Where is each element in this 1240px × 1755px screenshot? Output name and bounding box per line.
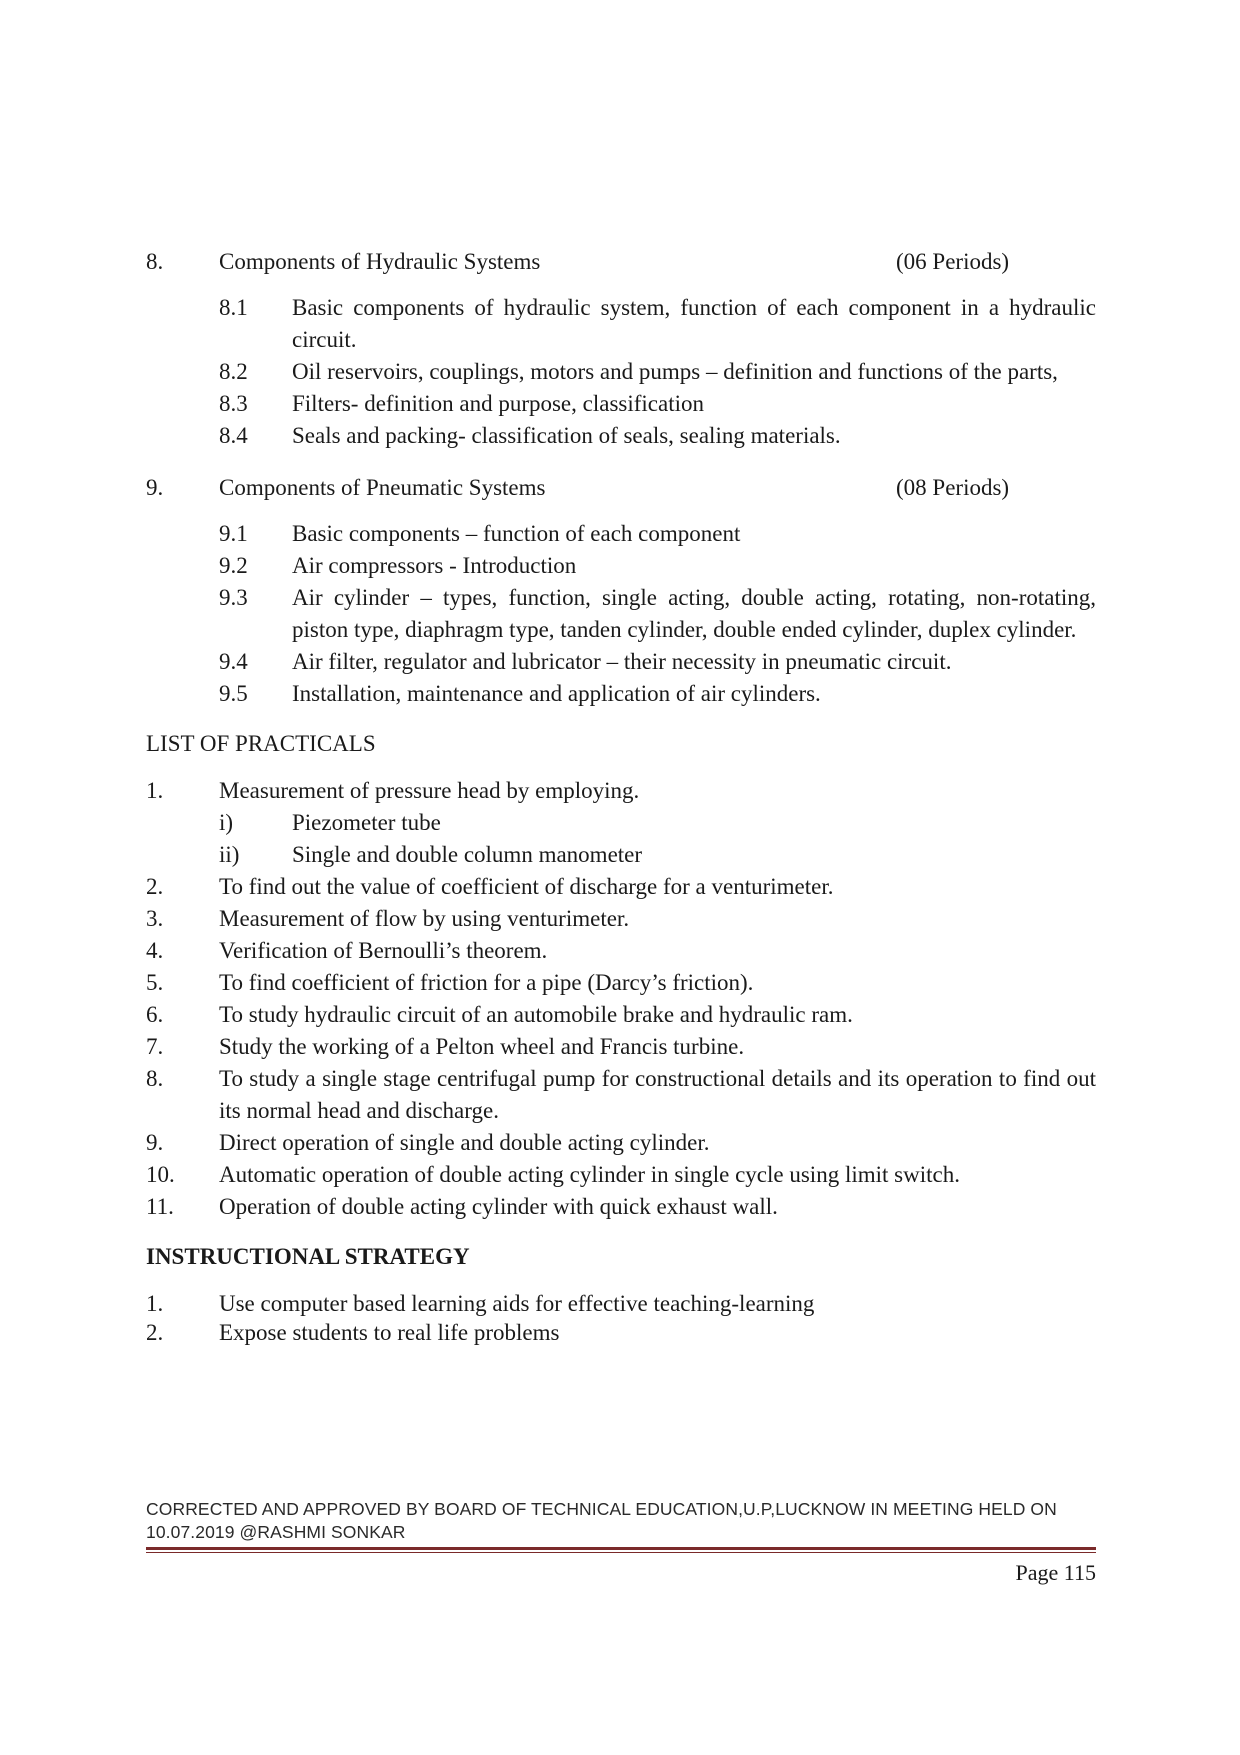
practical-text: Direct operation of single and double acting cylinder. xyxy=(219,1130,710,1155)
practicals-heading: LIST OF PRACTICALS xyxy=(146,731,376,756)
topic-number: 9.2 xyxy=(219,553,248,578)
topic-text: Filters- definition and purpose, classification xyxy=(292,391,704,416)
unit-periods: (06 Periods) xyxy=(896,249,1010,274)
topic-item xyxy=(219,292,1096,356)
unit-header xyxy=(146,246,1096,278)
practicals-list xyxy=(146,775,1096,1223)
topic-text: Seals and packing- classification of seals, sealing materials. xyxy=(292,423,841,448)
topic-item xyxy=(219,678,1096,710)
topic-item xyxy=(219,582,1096,646)
topic-text: Air compressors - Introduction xyxy=(292,553,577,578)
footer-rule-thick xyxy=(146,1547,1096,1550)
topic-item xyxy=(219,646,1096,678)
practical-text: Verification of Bernoulli’s theorem. xyxy=(219,938,548,963)
practical-item xyxy=(146,1063,1096,1127)
practical-text: Study the working of a Pelton wheel and Francis turbine. xyxy=(219,1034,745,1059)
footer-line-2: 10.07.2019 @RASHMI SONKAR xyxy=(146,1522,406,1542)
strategy-text: Use computer based learning aids for effective teaching-learning xyxy=(219,1291,815,1316)
practical-item xyxy=(146,999,1096,1031)
topic-number: 8.2 xyxy=(219,359,248,384)
practical-number: 3. xyxy=(146,906,164,931)
practical-number: 9. xyxy=(146,1130,164,1155)
topic-item xyxy=(219,420,1096,452)
unit-number: 9. xyxy=(146,475,164,500)
practical-item xyxy=(146,1127,1096,1159)
main-content xyxy=(146,246,1096,1346)
practical-number: 1. xyxy=(146,778,164,803)
practical-text: Operation of double acting cylinder with quick exhaust wall. xyxy=(219,1194,778,1219)
unit-title: Components of Pneumatic Systems xyxy=(219,475,546,500)
practical-number: 2. xyxy=(146,874,164,899)
unit-periods: (08 Periods) xyxy=(896,475,1010,500)
practical-text: To find coefficient of friction for a pipe (Darcy’s friction). xyxy=(219,970,754,995)
topic-list xyxy=(219,292,1096,452)
practical-text: Measurement of flow by using venturimeter. xyxy=(219,906,630,931)
topic-number: 8.1 xyxy=(219,295,248,320)
topic-item xyxy=(219,518,1096,550)
subitem-number: i) xyxy=(219,810,234,835)
unit-header xyxy=(146,472,1096,504)
practical-item xyxy=(146,1031,1096,1063)
practical-text: To find out the value of coefficient of discharge for a venturimeter. xyxy=(219,874,834,899)
strategy-text: Expose students to real life problems xyxy=(219,1320,560,1345)
topic-list xyxy=(219,518,1096,710)
unit-number: 8. xyxy=(146,249,164,274)
topic-text: Oil reservoirs, couplings, motors and pumps – definition and functions of the parts, xyxy=(292,359,1058,384)
topic-number: 9.3 xyxy=(219,585,248,610)
topic-item xyxy=(219,550,1096,582)
topic-text: Air filter, regulator and lubricator – their necessity in pneumatic circuit. xyxy=(292,649,952,674)
practical-subitem xyxy=(219,839,1096,871)
footer-line-1: CORRECTED AND APPROVED BY BOARD OF TECHNICAL EDUCATION,U.P,LUCKNOW IN MEETING HELD ON xyxy=(146,1499,1057,1519)
practical-number: 7. xyxy=(146,1034,164,1059)
practical-number: 6. xyxy=(146,1002,164,1027)
practical-number: 11. xyxy=(146,1194,174,1219)
topic-text: Basic components – function of each component xyxy=(292,521,741,546)
unit-title: Components of Hydraulic Systems xyxy=(219,249,541,274)
topic-text: Basic components of hydraulic system, function of each component in a hydraulic circuit. xyxy=(292,295,1096,352)
subitem-text: Piezometer tube xyxy=(292,810,441,835)
subitem-number: ii) xyxy=(219,842,240,867)
practical-text: To study hydraulic circuit of an automobile brake and hydraulic ram. xyxy=(219,1002,853,1027)
strategy-heading: INSTRUCTIONAL STRATEGY xyxy=(146,1244,470,1269)
topic-item xyxy=(219,356,1096,388)
topic-text: Installation, maintenance and application of air cylinders. xyxy=(292,681,821,706)
strategy-item xyxy=(146,1288,1096,1320)
practical-number: 5. xyxy=(146,970,164,995)
practical-item xyxy=(146,935,1096,967)
practical-item xyxy=(146,1191,1096,1223)
strategy-list xyxy=(146,1288,1096,1346)
practical-item xyxy=(146,967,1096,999)
page-number: Page 115 xyxy=(1015,1560,1096,1585)
practical-number: 8. xyxy=(146,1066,164,1091)
practical-item xyxy=(146,903,1096,935)
practical-text: To study a single stage centrifugal pump for constructional details and its operation to find out its normal head and discharge. xyxy=(219,1066,1096,1123)
practical-item xyxy=(146,871,1096,903)
topic-number: 9.4 xyxy=(219,649,248,674)
practical-text: Automatic operation of double acting cylinder in single cycle using limit switch. xyxy=(219,1162,960,1187)
practical-subitem xyxy=(219,807,1096,839)
topic-item xyxy=(219,388,1096,420)
topic-number: 8.4 xyxy=(219,423,248,448)
topic-text: Air cylinder – types, function, single acting, double acting, rotating, non-rotating, piston type, diaphragm type, tanden cylinder, double ended cylinder, duplex cylinder. xyxy=(292,585,1096,642)
footer-rule-thin xyxy=(146,1552,1096,1553)
strategy-number: 1. xyxy=(146,1291,164,1316)
strategy-item xyxy=(146,1320,1096,1346)
practical-item xyxy=(146,775,1096,807)
topic-number: 9.5 xyxy=(219,681,248,706)
topic-number: 8.3 xyxy=(219,391,248,416)
strategy-number: 2. xyxy=(146,1320,164,1345)
approval-footer xyxy=(146,1498,1096,1544)
subitem-text: Single and double column manometer xyxy=(292,842,643,867)
practical-item xyxy=(146,1159,1096,1191)
practical-number: 10. xyxy=(146,1162,175,1187)
practical-number: 4. xyxy=(146,938,164,963)
topic-number: 9.1 xyxy=(219,521,248,546)
practical-text: Measurement of pressure head by employing. xyxy=(219,778,640,803)
